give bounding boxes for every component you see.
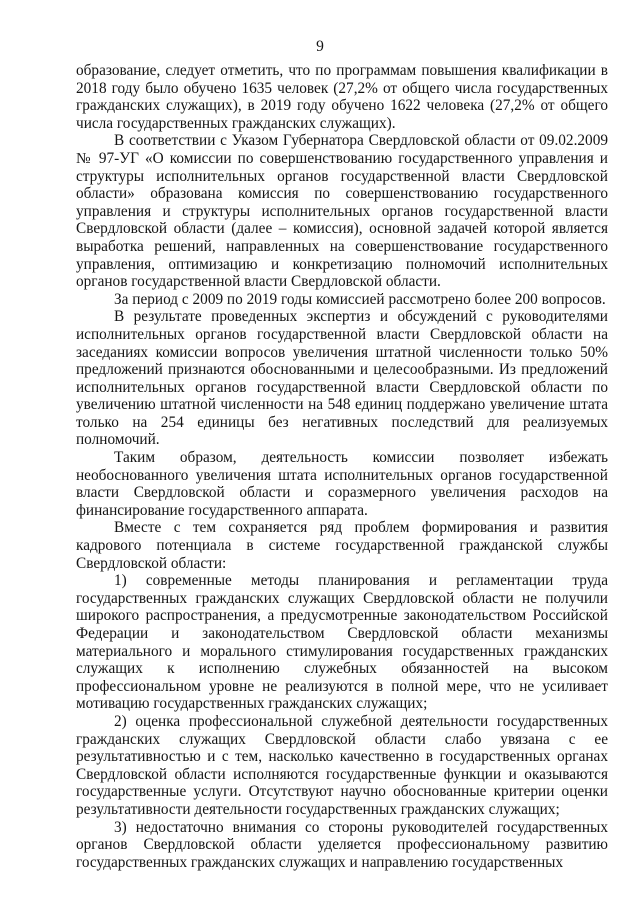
page-number: 9 [316, 38, 324, 55]
document-body [76, 62, 608, 871]
paragraph-expertise-results: В результате проведенных экспертиз и обсуждений с руководителями исполнительных органов государственной власти Свердловской области на заседаниях комиссии вопросов увеличения штатной численности только 50% предложений признаются обоснованными и целесообразными. Из предложений исполнительных органов государственной власти Свердловской области по увеличению штатной численности на 548 единиц поддержано увеличение штата только на 254 единицы без негативных последствий для реализуемых полномочий. [76, 308, 608, 449]
list-item-1: 1) современные методы планирования и регламентации труда государственных гражданских служащих Свердловской области не получили широкого распространения, а предусмотренные законодательством Российской Федерации и законодательством Свердловской области механизмы материального и морального стимулирования государственных гражданских служащих к исполнению служебных обязанностей на высоком профессиональном уровне не реализуются в полной мере, что не усиливает мотивацию государственных гражданских служащих; [76, 572, 608, 713]
paragraph-conclusion: Таким образом, деятельность комиссии позволяет избежать необоснованного увеличения штата исполнительных органов государственной власти Свердловской области и соразмерного увеличения расходов на финансирование государственного аппарата. [76, 449, 608, 519]
list-item-2: 2) оценка профессиональной служебной деятельности государственных гражданских служащих Свердловской области слабо увязана с ее результативностью и с тем, насколько качественно в государственных органах Свердловской области исполняются государственные функции и оказываются государственные услуги. Отсутствуют научно обоснованные критерии оценки результативности деятельности государственных гражданских служащих; [76, 712, 608, 818]
list-item-3: 3) недостаточно внимания со стороны руководителей государственных органов Свердловской области уделяется профессиональному развитию государственных гражданских служащих и направлению государственных [76, 818, 608, 871]
paragraph-continuation: образование, следует отметить, что по программам повышения квалификации в 2018 году было обучено 1635 человек (27,2% от общего числа государственных гражданских служащих), в 2019 году обучено 1622 человека (27,2% от общего числа государственных гражданских служащих). [76, 62, 608, 132]
paragraph-commission-decree: В соответствии с Указом Губернатора Свердловской области от 09.02.2009 № 97-УГ «О комиссии по совершенствованию государственного управления и структуры исполнительных органов государственной власти Свердловской области» образована комиссия по совершенствованию государственного управления и структуры исполнительных органов государственной власти Свердловской области (далее – комиссия), основной задачей которой является выработка решений, направленных на совершенствование государственного управления, оптимизацию и конкретизацию полномочий исполнительных органов государственной власти Свердловской области. [76, 132, 608, 291]
paragraph-problems-intro: Вместе с тем сохраняется ряд проблем формирования и развития кадрового потенциала в системе государственной гражданской службы Свердловской области: [76, 519, 608, 572]
paragraph-period-questions: За период с 2009 по 2019 годы комиссией рассмотрено более 200 вопросов. [114, 290, 606, 308]
